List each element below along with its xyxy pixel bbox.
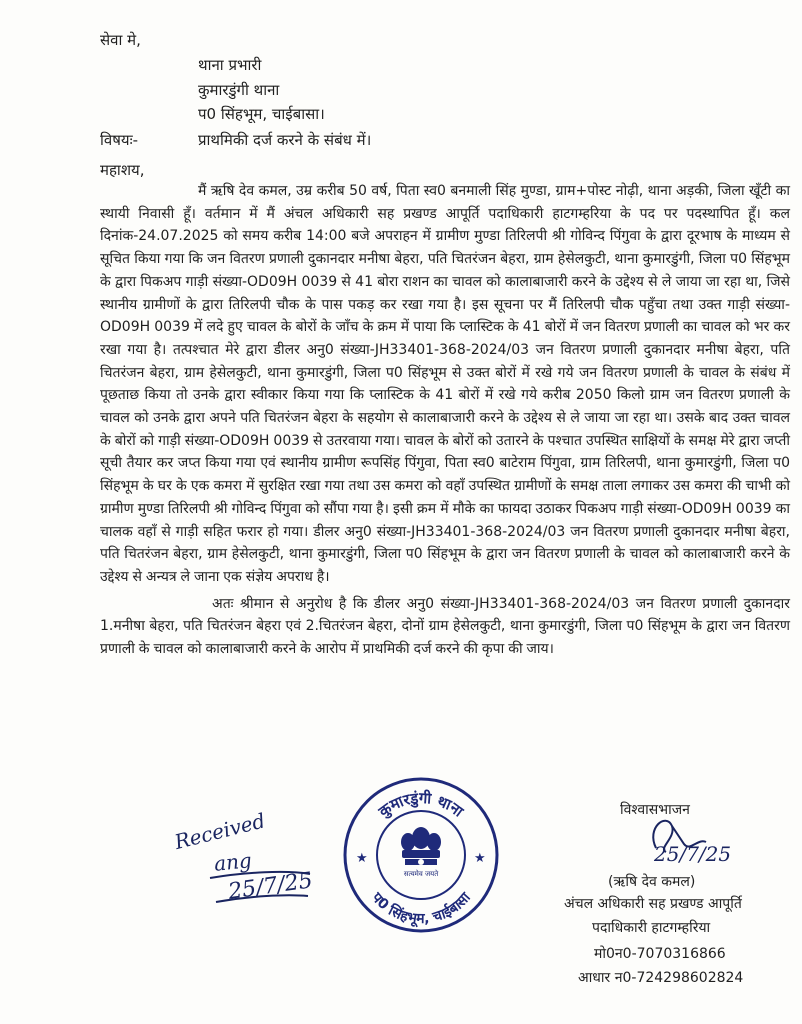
seal-star-right-icon: ★ <box>474 851 486 866</box>
signer-name: (ऋषि देव कमल) <box>608 874 696 890</box>
signer-aadhaar: आधार न0-724298602824 <box>578 970 744 986</box>
seal-motto: सत्यमेव जयते <box>403 870 439 878</box>
received-underline-icon <box>206 868 316 908</box>
received-initials: ang <box>212 848 253 876</box>
signer-mobile: मो0न0-7070316866 <box>594 946 726 962</box>
signer-designation-2: पदाधिकारी हाटगम्हरिया <box>592 920 711 936</box>
recipient-line3: प0 सिंहभूम, चाईबासा। <box>198 105 325 123</box>
received-word: Received <box>172 808 268 854</box>
received-date: 25/7/25 <box>226 868 315 905</box>
letter-body <box>100 180 790 661</box>
seal-star-left-icon: ★ <box>356 851 368 866</box>
greeting: महाशय, <box>100 161 145 179</box>
signer-designation-1: अंचल अधिकारी सह प्रखण्ड आपूर्ति <box>564 896 742 912</box>
seal-bottom-text: प0 सिंहभूम, चाईबासा <box>368 889 474 928</box>
body-paragraph-1: मैं ऋषि देव कमल, उम्र करीब 50 वर्ष, पिता स्व0 बनमाली सिंह मुण्डा, ग्राम+पोस्ट नोढ़ी, थाना अड़की, जिला खूँटी का स्थायी निवासी हूँ। वर्तमान में मैं अंचल अधिकारी सह प्रखण्ड आपूर्ति पदाधिकारी हाटगम्हरिया के पद पर पदस्थापित हूँ। कल दिनांक-24.07.2025 को समय करीब 14:00 बजे अपराहन में ग्रामीण मुण्डा तिरिलपी श्री गोविन्द पिंगुवा के द्वारा दूरभाष के माध्यम से सूचित किया गया कि जन वितरण प्रणाली दुकानदार मनीषा बेहरा, पति चितरंजन बेहरा, ग्राम हेसेलकुटी, थाना कुमारडुंगी, जिला प0 सिंहभूम के द्वारा पिकअप गाड़ी संख्या-OD09H 0039 से 41 बोरा राशन का चावल को कालाबाजारी करने के उद्देश्य से ले जाया जा रहा था, जिसे स्थानीय ग्रामीणों के द्वारा तिरिलपी चौक के पास पकड़ कर रखा गया है। इस सूचना पर मैं तिरिलपी चौक पहुँचा तथा उक्त गाड़ी संख्या-OD09H 0039 में लदे हुए चावल के बोरों के जाँच के क्रम में पाया कि प्लास्टिक के 41 बोरों में जन वितरण प्रणाली का चावल को भर कर रखा गया है। तत्पश्चात मेरे द्वारा डीलर अनु0 संख्या-JH33401-368-2024/03 जन वितरण प्रणाली दुकानदार मनीषा बेहरा, पति चितरंजन बेहरा, ग्राम हेसेलकुटी, थाना कुमारडुंगी, जिला प0 सिंहभूम से उक्त बोरों में रखे गये जन वितरण प्रणाली के चावल के संबंध में पूछताछ किया तो उनके द्वारा स्वीकार किया गया कि प्लास्टिक के 41 बोरों में रखे गये करीब 2050 किलो ग्राम जन वितरण प्रणाली के चावल को उनके द्वारा अपने पति चितरंजन बेहरा के सहयोग से कालाबाजारी करने के उद्देश्य से ले जाया जा रहा था। उसके बाद उक्त चावल के बोरों को गाड़ी संख्या-OD09H 0039 से उतरवाया गया। चावल के बोरों को उतारने के पश्चात उपस्थित साक्षियों के समक्ष मेरे द्वारा जप्ती सूची तैयार कर जप्त किया गया एवं स्थानीय ग्रामीण रूपसिंह पिंगुवा, पिता स्व0 बाटेराम पिंगुवा, ग्राम तिरिलपी, थाना कुमारडुंगी, जिला प0 सिंहभूम के घर के एक कमरा में सुरक्षित रखा गया तथा उस कमरा को वहाँ उपस्थित ग्रामीणों के समक्ष ताला लगाकर उस कमरा की चाभी को ग्रामीण मुण्डा तिरिलपी श्री गोविन्द पिंगुवा को सौंपा गया है। इसी क्रम में मौके का फायदा उठाकर पिकअप गाड़ी संख्या-OD09H 0039 का चालक वहाँ से गाड़ी सहित फरार हो गया। डीलर अनु0 संख्या-JH33401-368-2024/03 जन वितरण प्रणाली दुकानदार मनीषा बेहरा, पति चितरंजन बेहरा, ग्राम हेसेलकुटी, थाना कुमारडुंगी, जिला प0 सिंहभूम के द्वारा जन वितरण प्रणाली के चावल को कालाबाजारी करने के उद्देश्य से अन्यत्र ले जाना एक संज्ञेय अपराध है। <box>100 183 790 585</box>
police-station-seal <box>342 776 500 934</box>
subject-text: प्राथमिकी दर्ज करने के संबंध में। <box>198 131 372 149</box>
national-emblem-icon <box>401 827 441 865</box>
subject-label: विषयः- <box>100 131 139 149</box>
signature-label: विश्वासभाजन <box>620 802 690 818</box>
recipient-line1: थाना प्रभारी <box>198 56 262 74</box>
recipient-line2: कुमारडुंगी थाना <box>198 81 280 99</box>
signature-date: 25/7/25 <box>654 842 732 866</box>
salutation-to: सेवा मे, <box>100 31 141 49</box>
body-paragraph-2: अतः श्रीमान से अनुरोध है कि डीलर अनु0 संख्या-JH33401-368-2024/03 जन वितरण प्रणाली दुकानदार 1.मनीषा बेहरा, पति चितरंजन बेहरा एवं 2.चितरंजन बेहरा, दोनों ग्राम हेसेलकुटी, थाना कुमारडुंगी, जिला प0 सिंहभूम के द्वारा जन वितरण प्रणाली के चावल को कालाबाजारी करने के आरोप में प्राथमिकी दर्ज करने की कृपा की जाय। <box>100 595 790 658</box>
seal-top-text: कुमारडुंगी थाना <box>375 788 467 821</box>
